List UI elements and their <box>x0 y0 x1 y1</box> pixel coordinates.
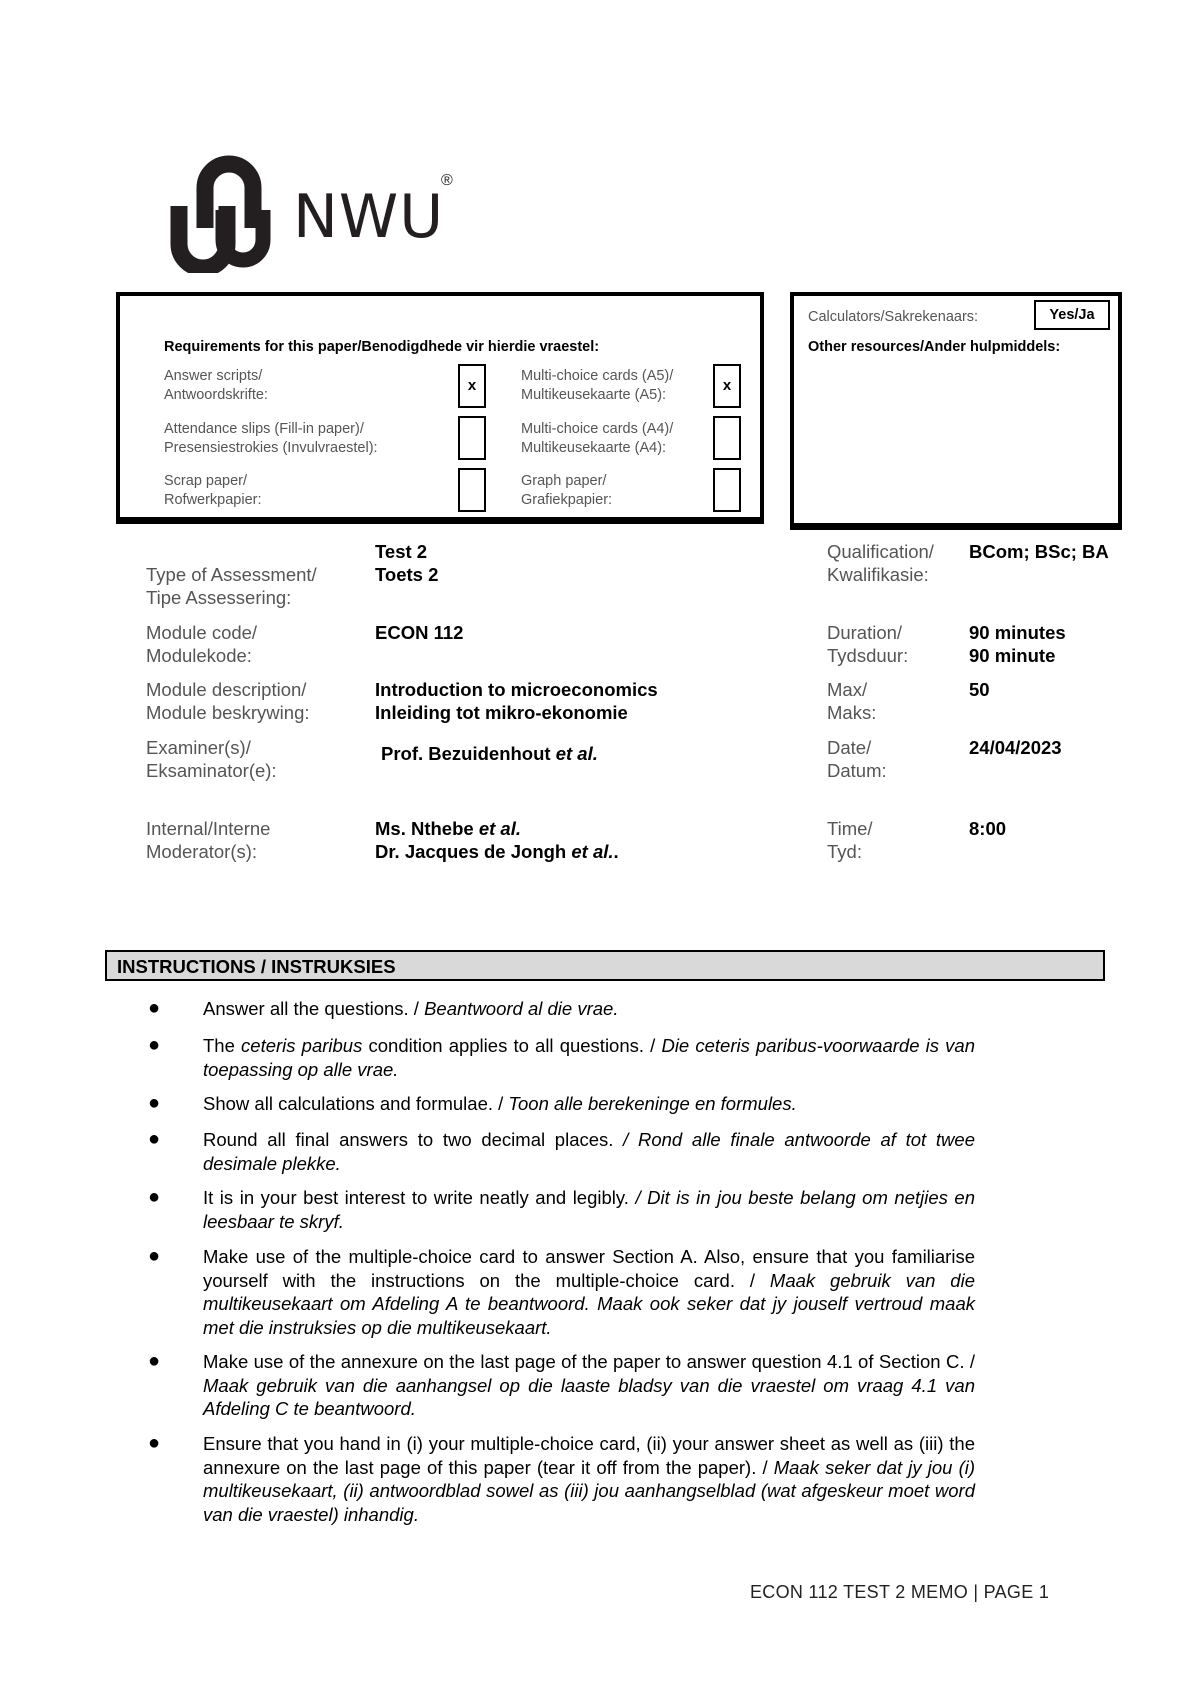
instruction-item: Make use of the annexure on the last page of the paper to answer question 4.1 of Section C. / Maak gebruik van die aanhangsel op die laaste bladsy van die vraestel om vraag 4.1 van Afdeling C te beantwoord. <box>203 1351 975 1419</box>
instruction-item: Answer all the questions. / Beantwoord al die vrae. <box>203 998 619 1019</box>
duration-label: Duration/ Tydsduur: <box>827 622 909 666</box>
instruction-item: The ceteris paribus condition applies to all questions. / Die ceteris paribus-voorwaarde is van toepassing op alle vrae. <box>203 1035 975 1080</box>
assessment-type-label: Type of Assessment/ Tipe Assessering: <box>146 564 317 608</box>
module-description-value: Introduction to microeconomics Inleiding tot mikro-ekonomie <box>375 679 658 723</box>
answer-scripts-label: Answer scripts/ Antwoordskrifte: <box>164 368 268 403</box>
logo-wordmark: NWU <box>293 182 445 252</box>
max-marks-label: Max/ Maks: <box>827 679 877 723</box>
date-value: 24/04/2023 <box>969 737 1062 758</box>
examiner-label: Examiner(s)/ Eksaminator(e): <box>146 737 277 781</box>
qualification-label: Qualification/ Kwalifikasie: <box>827 541 934 585</box>
mc-cards-a4-label: Multi-choice cards (A4)/ Multikeusekaarte (A4): <box>521 421 674 456</box>
date-label: Date/ Datum: <box>827 737 887 781</box>
answer-scripts-checkbox[interactable]: x <box>458 364 486 408</box>
attendance-slips-checkbox[interactable] <box>458 416 486 460</box>
bullet-icon: ● <box>148 1092 161 1114</box>
scrap-paper-label: Scrap paper/ Rofwerkpapier: <box>164 473 262 508</box>
module-code-label: Module code/ Modulekode: <box>146 622 258 666</box>
instruction-item: Make use of the multiple-choice card to answer Section A. Also, ensure that you familiarise yourself with the instructions on the multiple-choice card. / Maak gebruik van die multikeusekaart om Afdeling A te beantwoord. Maak ook seker dat jy jouself vertroud maak met die instruksies op die multikeusekaart. <box>203 1246 975 1338</box>
calculators-value: Yes/Ja <box>1034 300 1110 330</box>
instructions-heading: INSTRUCTIONS / INSTRUKSIES <box>105 950 1105 981</box>
instruction-item: Round all final answers to two decimal places. / Rond alle finale antwoorde af tot twee desimale plekke. <box>203 1129 975 1174</box>
module-code-value: ECON 112 <box>375 622 464 643</box>
qualification-value: BCom; BSc; BA <box>969 541 1109 562</box>
bullet-icon: ● <box>148 1186 161 1208</box>
bullet-icon: ● <box>148 1350 161 1372</box>
time-label: Time/ Tyd: <box>827 818 873 862</box>
bullet-icon: ● <box>148 997 161 1019</box>
requirements-title: Requirements for this paper/Benodigdhede vir hierdie vraestel: <box>164 339 600 355</box>
duration-value: 90 minutes 90 minute <box>969 622 1066 666</box>
assessment-type-value: Test 2 Toets 2 <box>375 541 439 585</box>
instruction-item: It is in your best interest to write neatly and legibly. / Dit is in jou beste belang om netjies en leesbaar te skryf. <box>203 1187 975 1232</box>
examiner-value: Prof. Bezuidenhout et al. <box>381 743 598 764</box>
bullet-icon: ● <box>148 1034 161 1056</box>
mc-cards-a5-checkbox[interactable]: x <box>713 364 741 408</box>
nwu-emblem-icon <box>165 148 285 273</box>
nwu-logo <box>165 148 465 278</box>
attendance-slips-label: Attendance slips (Fill-in paper)/ Presensiestrokies (Invulvraestel): <box>164 421 378 456</box>
instruction-item: Ensure that you hand in (i) your multiple-choice card, (ii) your answer sheet as well as (iii) the annexure on the last page of this paper (tear it off from the paper). / Maak seker dat jy jou (i) multikeusekaart, (ii) antwoordblad sowel as (iii) jou aanhangselblad (wat afgeskeur moet word van die vraestel) inhandig. <box>203 1433 976 1525</box>
registered-mark: ® <box>441 172 453 189</box>
mc-cards-a5-label: Multi-choice cards (A5)/ Multikeusekaarte (A5): <box>521 368 674 403</box>
bullet-icon: ● <box>148 1128 161 1150</box>
module-description-label: Module description/ Module beskrywing: <box>146 679 310 723</box>
page-footer: ECON 112 TEST 2 MEMO | PAGE 1 <box>750 1582 1050 1602</box>
moderator-label: Internal/Interne Moderator(s): <box>146 818 271 862</box>
other-resources-label: Other resources/Ander hulpmiddels: <box>808 339 1061 355</box>
mc-cards-a4-checkbox[interactable] <box>713 416 741 460</box>
max-marks-value: 50 <box>969 679 990 700</box>
graph-paper-label: Graph paper/ Grafiekpapier: <box>521 473 613 508</box>
time-value: 8:00 <box>969 818 1007 839</box>
instruction-item: Show all calculations and formulae. / Toon alle berekeninge en formules. <box>203 1093 797 1114</box>
bullet-icon: ● <box>148 1432 161 1454</box>
scrap-paper-checkbox[interactable] <box>458 468 486 512</box>
moderator-value: Ms. Nthebe et al. Dr. Jacques de Jongh et al.. <box>375 818 619 862</box>
graph-paper-checkbox[interactable] <box>713 468 741 512</box>
bullet-icon: ● <box>148 1245 161 1267</box>
calculators-label: Calculators/Sakrekenaars: <box>808 309 979 325</box>
